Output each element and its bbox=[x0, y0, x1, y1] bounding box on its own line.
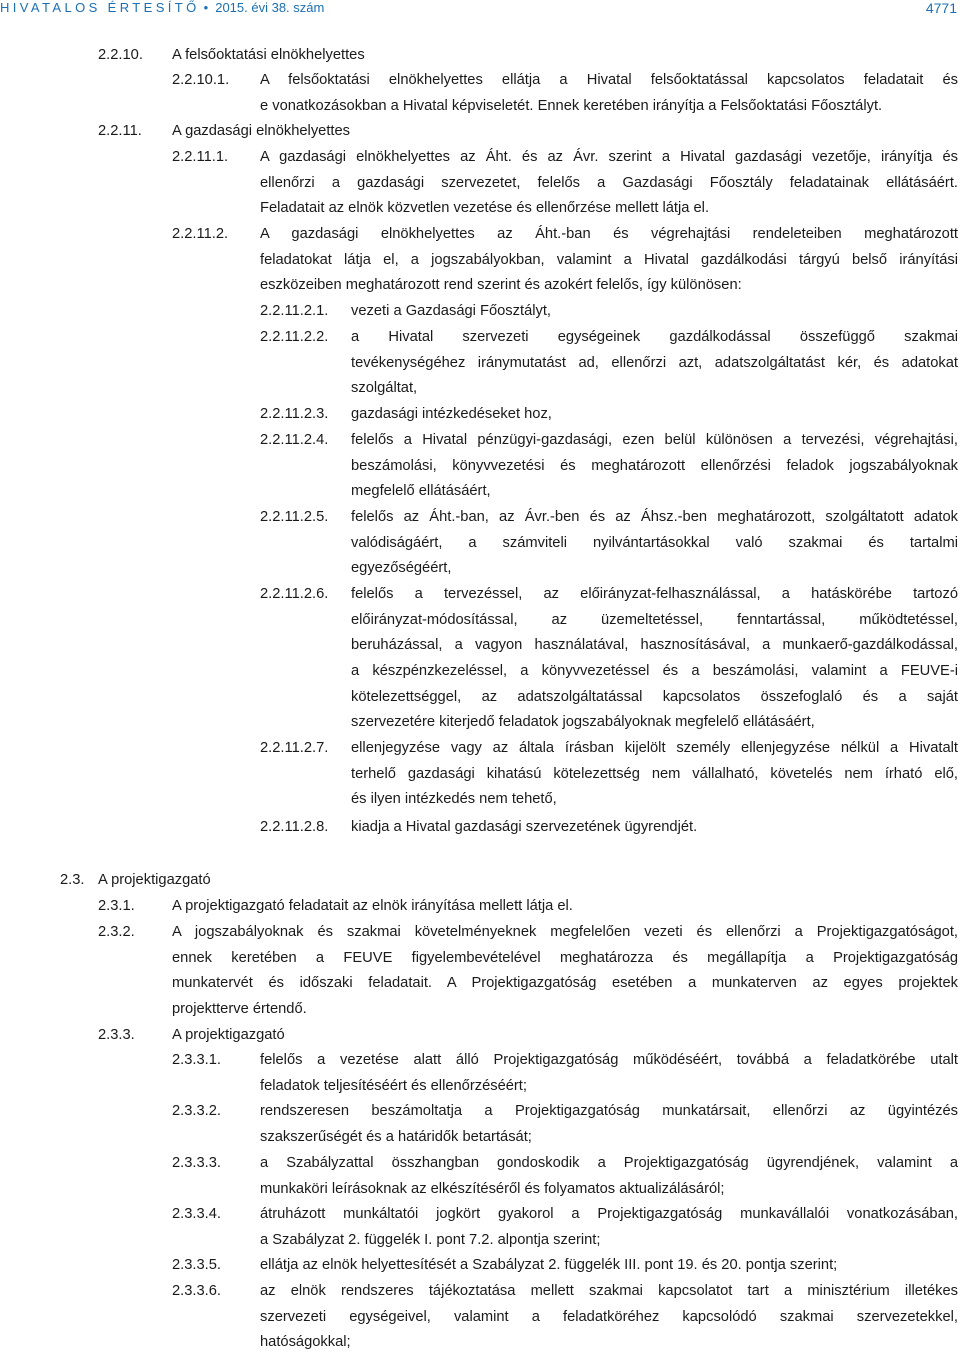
clause-text bbox=[351, 299, 958, 325]
text-line: A projektigazgató bbox=[98, 872, 211, 888]
text-line: A gazdasági elnökhelyettes az Áht.-ban és végrehajtási rendeleteiben meghatározott bbox=[260, 226, 958, 242]
text-line: ennek keretében a FEUVE figyelembevételével meghatározza és megállapítja a Projektigazgatóság bbox=[172, 949, 958, 966]
text-line: egyezőségéért, bbox=[351, 560, 452, 577]
text-line: és ilyen intézkedés nem tehető, bbox=[351, 791, 557, 808]
clause-number: 2.3.1. bbox=[98, 898, 135, 914]
text-line: munkatervét és időszaki feladatait. A Projektigazgatóság esetében a munkaterven az egyes projektek bbox=[172, 975, 958, 992]
text-line: átruházott munkáltatói jogkört gyakorol a Projektigazgatóság munkavállalói vonatkozásában, bbox=[260, 1206, 958, 1222]
clause-text bbox=[351, 325, 958, 402]
clause-text bbox=[351, 505, 958, 582]
text-line: A projektigazgató bbox=[172, 1027, 285, 1043]
text-line: a Szabályzat 2. függelék I. pont 7.2. alpontja szerint; bbox=[260, 1231, 601, 1248]
clause-text bbox=[351, 428, 958, 505]
text-line: az elnök rendszeres tájékoztatása mellett szakmai kapcsolatot tart a minisztérium illetékes bbox=[260, 1283, 958, 1299]
clause-number: 2.2.11.2. bbox=[172, 226, 229, 242]
clause-number: 2.3.3.3. bbox=[172, 1155, 221, 1171]
text-line: tevékenységéhez iránymutatást ad, ellenőrzi azt, adatszolgáltatást kér, és adatokat bbox=[351, 354, 958, 371]
text-line: ellenjegyzése vagy az általa írásban kijelölt személy ellenjegyzése nélkül a Hivatalt bbox=[351, 740, 958, 756]
text-line: beszámolási, könyvvezetési és meghatározott ellenőrzési feladok jogszabályoknak bbox=[351, 457, 958, 474]
clause-text bbox=[172, 894, 958, 920]
text-line: projektterve értendő. bbox=[172, 1001, 307, 1018]
clause-text bbox=[260, 145, 958, 222]
text-line: vezeti a Gazdasági Főosztályt, bbox=[351, 303, 552, 319]
clause-text bbox=[260, 1099, 958, 1150]
text-line: A jogszabályoknak és szakmai követelményeknek megfelelően vezeti és ellenőrzi a Projektigazgatóságot, bbox=[172, 924, 958, 940]
clause-number: 2.2.11.2.3. bbox=[260, 406, 329, 422]
text-line: A felsőoktatási elnökhelyettes ellátja a Hivatal felsőoktatással kapcsolatos feladatait és bbox=[260, 72, 958, 88]
clause-text bbox=[351, 402, 958, 428]
clause-number: 2.3.3.2. bbox=[172, 1103, 221, 1119]
clause-number: 2.2.11.1. bbox=[172, 149, 229, 165]
clause-text bbox=[172, 1023, 958, 1049]
clause-number: 2.2.11.2.5. bbox=[260, 509, 329, 525]
clause-text bbox=[351, 736, 958, 813]
text-line: kiadja a Hivatal gazdasági szervezetének ügyrendjét. bbox=[351, 819, 698, 835]
text-line: munkaköri leírásoknak az elkészítéséről és folyamatos aktualizálásáról; bbox=[260, 1180, 725, 1197]
text-line: hatóságokkal; bbox=[260, 1334, 351, 1351]
clause-number: 2.2.11. bbox=[98, 123, 142, 139]
clause-text bbox=[260, 1151, 958, 1202]
clause-text bbox=[351, 582, 958, 736]
clause-number: 2.2.11.2.8. bbox=[260, 819, 329, 835]
clause-number: 2.3.2. bbox=[98, 924, 135, 940]
text-line: e vonatkozásokban a Hivatal képviseletét. Ennek keretében irányítja a Felsőoktatási Főosztályt. bbox=[260, 97, 883, 114]
clause-number: 2.2.10. bbox=[98, 47, 143, 63]
text-line: rendszeresen beszámoltatja a Projektigazgatóság munkatársait, ellenőrzi az ügyintézés bbox=[260, 1103, 958, 1119]
text-line: gazdasági intézkedéseket hoz, bbox=[351, 406, 552, 422]
publication-title: HIVATALOS ÉRTESÍTŐ bbox=[0, 0, 200, 15]
clause-text bbox=[260, 1202, 958, 1253]
clause-text bbox=[260, 1279, 958, 1356]
clause-text bbox=[260, 1253, 958, 1279]
clause-text bbox=[172, 119, 958, 145]
clause-text bbox=[260, 222, 958, 299]
text-line: A gazdasági elnökhelyettes az Áht. és az Ávr. szerint a Hivatal gazdasági vezetője, irányítja és bbox=[260, 149, 958, 165]
text-line: szervezeti egységeivel, valamint a feladatköréhez kapcsolódó szakmai szervezetekkel, bbox=[260, 1308, 958, 1325]
page-number: 4771 bbox=[925, 0, 957, 16]
clause-number: 2.2.11.2.1. bbox=[260, 303, 329, 319]
text-line: felelős az Áht.-ban, az Ávr.-ben és az Áhsz.-ben meghatározott, szolgáltatott adatok bbox=[351, 509, 958, 525]
text-line: szolgáltat, bbox=[351, 380, 418, 397]
clause-number: 2.3.3. bbox=[98, 1027, 135, 1043]
text-line: A projektigazgató feladatait az elnök irányítása mellett látja el. bbox=[172, 898, 573, 914]
issue-label: 2015. évi 38. szám bbox=[215, 0, 325, 15]
text-line: a készpénzkezeléssel, a könyvvezetéssel és a beszámolási, valamint a FEUVE-i bbox=[351, 663, 958, 680]
text-line: kötelezettséggel, az adatszolgáltatással kapcsolatos összefoglaló és a saját bbox=[351, 688, 958, 705]
text-line: feladatokat látja el, a jogszabályokban, valamint a Hivatal gazdálkodási tárgyú belső irányítási bbox=[260, 251, 958, 268]
text-line: terhelő gazdasági kihatású kötelezettség nem vállalható, követelés nem írható elő, bbox=[351, 765, 958, 782]
clause-number: 2.3.3.5. bbox=[172, 1257, 221, 1273]
clause-number: 2.3.3.4. bbox=[172, 1206, 221, 1222]
clause-number: 2.3.3.6. bbox=[172, 1283, 221, 1299]
text-line: beruházással, a vagyon használatával, hasznosításával, a munkaerő-gazdálkodással, bbox=[351, 637, 958, 654]
text-line: szervezetére kiterjedő feladatok jogszabályoknak megfelelő ellátásáért, bbox=[351, 714, 815, 731]
text-line: A gazdasági elnökhelyettes bbox=[172, 123, 351, 139]
text-line: a Szabályzattal összhangban gondoskodik a Projektigazgatóság ügyrendjének, valamint a bbox=[260, 1155, 958, 1171]
clause-number: 2.2.11.2.4. bbox=[260, 432, 329, 448]
clause-text bbox=[260, 1048, 958, 1099]
clause-number: 2.2.11.2.7. bbox=[260, 740, 329, 756]
clause-text bbox=[98, 868, 958, 894]
header-separator: • bbox=[203, 0, 209, 15]
text-line: szakszerűségét és a határidők betartását; bbox=[260, 1128, 532, 1145]
clause-number: 2.2.11.2.2. bbox=[260, 329, 329, 345]
clause-number: 2.3. bbox=[60, 872, 85, 888]
text-line: előirányzat-módosítással, az üzemeltetéssel, fenntartással, működtetéssel, bbox=[351, 611, 958, 628]
clause-text bbox=[172, 920, 958, 1023]
text-line: eszközeiben meghatározott rend szerint és azokért felelős, így különösen: bbox=[260, 277, 742, 294]
clause-number: 2.2.10.1. bbox=[172, 72, 230, 88]
text-line: valódiságáért, a számviteli nyilvántartásokkal való szakmai és tartalmi bbox=[351, 534, 958, 551]
clause-text bbox=[172, 43, 958, 69]
text-line: A felsőoktatási elnökhelyettes bbox=[172, 47, 365, 63]
text-line: a Hivatal szervezeti egységeinek gazdálkodással összefüggő szakmai bbox=[351, 329, 958, 345]
text-line: feladatok teljesítéséért és ellenőrzéséért; bbox=[260, 1077, 527, 1094]
text-line: megfelelő ellátásáért, bbox=[351, 483, 491, 500]
clause-text bbox=[351, 815, 958, 841]
text-line: Feladatait az elnök közvetlen vezetése és ellenőrzése mellett látja el. bbox=[260, 200, 710, 217]
text-line: felelős a Hivatal pénzügyi-gazdasági, ezen belül különösen a tervezési, végrehajtási, bbox=[351, 432, 958, 448]
text-line: ellenőrzi a gazdasági szervezetet, felelős a Gazdasági Főosztály feladatainak ellátásáért. bbox=[260, 174, 958, 191]
clause-text bbox=[260, 68, 958, 119]
clause-number: 2.2.11.2.6. bbox=[260, 586, 329, 602]
clause-number: 2.3.3.1. bbox=[172, 1052, 221, 1068]
text-line: ellátja az elnök helyettesítését a Szabályzat 2. függelék III. pont 19. és 20. pontja szerint; bbox=[260, 1257, 838, 1273]
text-line: felelős a vezetése alatt álló Projektigazgatóság működéséért, továbbá a feladatkörébe utalt bbox=[260, 1052, 958, 1068]
text-line: felelős a tervezéssel, az előirányzat-felhasználással, a hatáskörébe tartozó bbox=[351, 586, 958, 602]
